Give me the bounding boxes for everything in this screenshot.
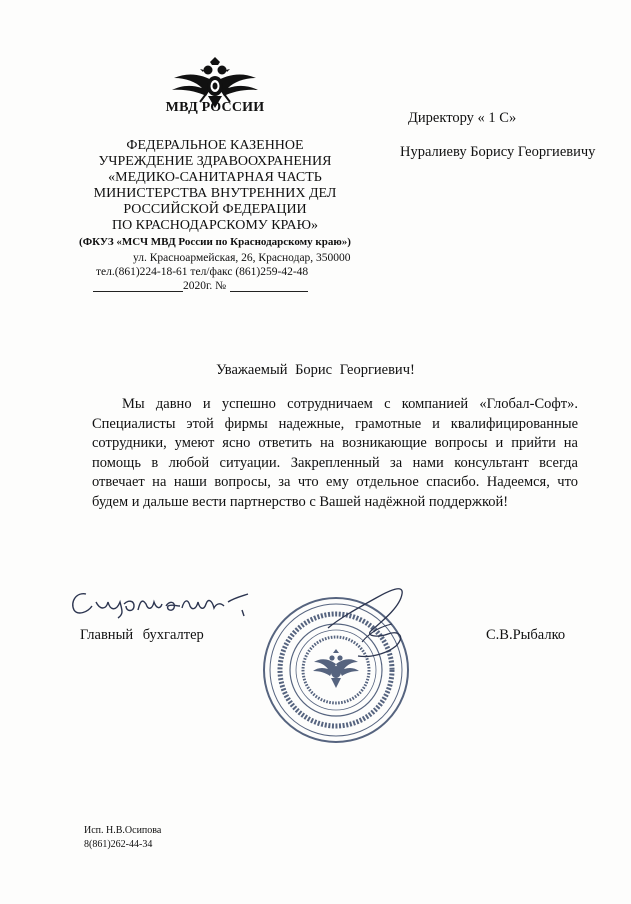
org-line: УЧРЕЖДЕНИЕ ЗДРАВООХРАНЕНИЯ — [98, 154, 332, 169]
date-suffix: 2020г. № — [183, 280, 227, 292]
addressee-block — [400, 108, 595, 162]
executor-info — [84, 824, 161, 852]
salutation: Уважаемый Борис Георгиевич! — [216, 362, 415, 378]
registration-line — [93, 280, 308, 292]
org-phones: тел.(861)224-18-61 тел/факс (861)259-42-48 — [96, 266, 309, 278]
executor-name: Исп. Н.В.Осипова — [84, 825, 162, 836]
org-short-name: МВД РОССИИ — [165, 100, 265, 115]
handwritten-closing — [68, 580, 253, 620]
org-abbreviation: (ФКУЗ «МСЧ МВД России по Краснодарскому краю») — [79, 236, 351, 248]
org-line: «МЕДИКО-САНИТАРНАЯ ЧАСТЬ — [108, 170, 322, 185]
addressee-title: Директору « 1 С» — [408, 110, 517, 126]
number-blank — [230, 281, 308, 292]
org-full-name — [60, 138, 370, 234]
date-blank — [93, 281, 183, 292]
signer-position: Главный бухгалтер — [80, 627, 204, 643]
addressee-name: Нуралиеву Борису Георгиевичу — [400, 144, 596, 160]
org-line: МИНИСТЕРСТВА ВНУТРЕННИХ ДЕЛ — [93, 186, 337, 201]
signer-name: С.В.Рыбалко — [486, 627, 566, 643]
letter-body: Мы давно и успешно сотрудничаем с компанией «Глобал-Софт». Специалисты этой фирмы надежные, грамотные и квалифицированные сотрудники, умеют ясно ответить на возникающие вопросы и прийти на помощь в любой ситуации. Закрепленный за нами консультант всегда отвечает на наши вопросы, за что ему отдельное спасибо. Надеемся, что будем и дальше вести партнерство с Вашей надёжной поддержкой! — [92, 396, 578, 510]
org-line: ФЕДЕРАЛЬНОЕ КАЗЕННОЕ — [126, 138, 304, 153]
executor-phone: 8(861)262-44-34 — [84, 839, 153, 850]
round-seal-stamp-icon — [258, 578, 418, 748]
org-line: ПО КРАСНОДАРСКОМУ КРАЮ» — [111, 218, 319, 233]
org-address: ул. Красноармейская, 26, Краснодар, 350000 — [133, 252, 351, 264]
org-line: РОССИЙСКОЙ ФЕДЕРАЦИИ — [123, 202, 307, 217]
